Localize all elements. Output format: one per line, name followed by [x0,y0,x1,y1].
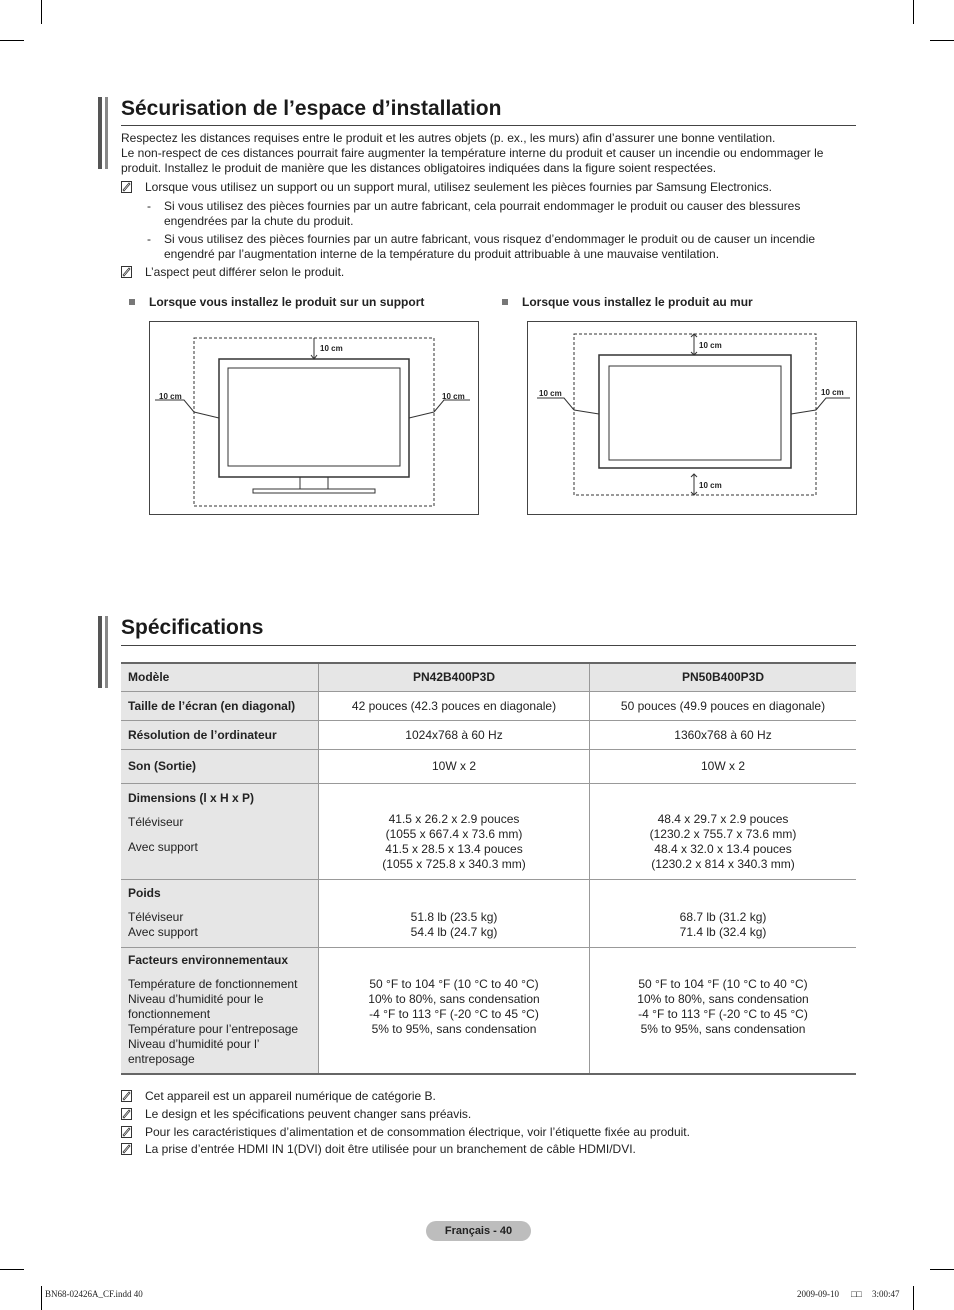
note-icon [121,1108,132,1120]
cell: 10W x 2 [319,749,590,783]
row-label: Dimensions (l x H x P) [128,790,255,805]
crop-mark [0,1269,24,1270]
row-sublabel: Téléviseur [128,814,184,829]
crop-mark [41,1286,42,1310]
figure-caption-stand: Lorsque vous installez le produit sur un support [129,295,424,309]
section-rule [121,645,856,646]
note-text: L’aspect peut différer selon le produit. [145,265,345,279]
footer-date: 2009-09-10 [797,1289,839,1299]
section-bar [98,97,102,169]
table-row [121,691,856,720]
figure-wall [527,321,857,515]
spec-table [121,662,856,1075]
row-sublabel: Téléviseur [128,909,184,924]
tv-wall-diagram [528,322,856,514]
row-label-cell [121,879,319,947]
dash-text: engendré par l’augmentation interne de la température du produit attribuable à une mauvaise ventilation. [164,247,720,261]
figure-stand [149,321,479,515]
cell: 68.7 lb (31.2 kg) 71.4 lb (32.4 kg) [590,879,857,947]
section-bar [98,616,102,688]
cell: 50 pouces (49.9 pouces en diagonale) [590,691,857,720]
intro-line: Le non-respect de ces distances pourrait faire augmenter la température interne du produit et causer un incendie ou endommager le [121,146,824,160]
row-sublabel: Avec support [128,924,198,939]
cell: 1360x768 à 60 Hz [590,720,857,749]
square-bullet-icon [129,299,135,305]
note-icon [121,1090,132,1102]
table-row [121,720,856,749]
crop-mark [913,0,914,24]
table-row [121,947,856,1074]
tv-stand-diagram [150,322,478,514]
note-text: Pour les caractéristiques d’alimentation et de consommation électrique, voir l’étiquette fixée au produit. [145,1125,690,1139]
footer-glyphs: □□ [851,1289,862,1299]
section-rule [121,125,856,126]
footer-time: 3:00:47 [872,1289,900,1299]
note-icon [121,1126,132,1138]
figure-caption-wall: Lorsque vous installez le produit au mur [502,295,753,309]
clearance-left: 10 cm [159,392,182,401]
cell: 51.8 lb (23.5 kg) 54.4 lb (24.7 kg) [319,879,590,947]
note-icon [121,1143,132,1155]
crop-mark [930,1269,954,1270]
cell: 1024x768 à 60 Hz [319,720,590,749]
note-text: Cet appareil est un appareil numérique de catégorie B. [145,1089,436,1103]
header-label: Modèle [121,663,319,691]
row-label: Taille de l’écran (en diagonal) [121,691,319,720]
crop-mark [913,1286,914,1310]
cell: 10W x 2 [590,749,857,783]
dash-text: Si vous utilisez des pièces fournies par un autre fabricant, cela pourrait endommager le produit ou causer des blessures [164,199,801,213]
cell: 42 pouces (42.3 pouces en diagonale) [319,691,590,720]
cell: 41.5 x 26.2 x 2.9 pouces (1055 x 667.4 x 73.6 mm) 41.5 x 28.5 x 13.4 pouces (1055 x 725.8 x 340.3 mm) [319,783,590,879]
header-model-2: PN50B400P3D [590,663,857,691]
dash-text: engendrées par la chute du produit. [164,214,354,228]
note-icon [121,266,132,278]
table-row [121,749,856,783]
clearance-left: 10 cm [539,389,562,398]
section-title-installation: Sécurisation de l’espace d’installation [121,97,502,120]
section-bar [105,616,108,688]
square-bullet-icon [502,299,508,305]
crop-mark [0,40,24,41]
row-sublabel: Avec support [128,839,198,854]
clearance-top: 10 cm [699,341,722,350]
intro-line: Respectez les distances requises entre le produit et les autres objets (p. ex., les murs) afin d’assurer une bonne ventilation. [121,131,776,145]
section-bar [105,97,108,169]
note-text: Le design et les spécifications peuvent changer sans préavis. [145,1107,472,1121]
page-number: Français - 40 [426,1221,531,1241]
row-label-cell [121,783,319,879]
table-row [121,783,856,879]
row-label: Facteurs environnementaux [128,952,289,967]
crop-mark [41,0,42,24]
table-row [121,663,856,691]
row-label: Poids [128,885,161,900]
cell: 48.4 x 29.7 x 2.9 pouces (1230.2 x 755.7 x 73.6 mm) 48.4 x 32.0 x 13.4 pouces (1230.2 x 814 x 340.3 mm) [590,783,857,879]
crop-mark [930,40,954,41]
clearance-top: 10 cm [320,344,343,353]
row-label-cell: Facteurs environnementaux Température de fonctionnement Niveau d’humidité pour le fonctionnement Température pour l’entreposage Niveau d’humidité pour l’ entreposage [121,947,319,1074]
clearance-right: 10 cm [821,388,844,397]
note-icon [121,181,132,193]
clearance-right: 10 cm [442,392,465,401]
dash-text: Si vous utilisez des pièces fournies par un autre fabricant, vous risquez d’endommager le produit ou de causer un incendie [164,232,816,246]
note-text: Lorsque vous utilisez un support ou un support mural, utilisez seulement les pièces fournies par Samsung Electronics. [145,180,772,194]
footer-file: BN68-02426A_CF.indd 40 [45,1289,143,1299]
cell: 50 °F to 104 °F (10 °C to 40 °C) 10% to 80%, sans condensation -4 °F to 113 °F (-20 °C to 45 °C) 5% to 95%, sans condensation [590,947,857,1074]
row-label: Son (Sortie) [121,749,319,783]
cell: 50 °F to 104 °F (10 °C to 40 °C) 10% to 80%, sans condensation -4 °F to 113 °F (-20 °C to 45 °C) 5% to 95%, sans condensation [319,947,590,1074]
intro-line: produit. Installez le produit de manière que les distances obligatoires indiquées dans la figure soient respectées. [121,161,717,175]
table-row [121,879,856,947]
row-label: Résolution de l’ordinateur [121,720,319,749]
note-text: La prise d’entrée HDMI IN 1(DVI) doit être utilisée pour un branchement de câble HDMI/DVI. [145,1142,636,1156]
section-title-specs: Spécifications [121,616,264,639]
clearance-bottom: 10 cm [699,481,722,490]
header-model-1: PN42B400P3D [319,663,590,691]
